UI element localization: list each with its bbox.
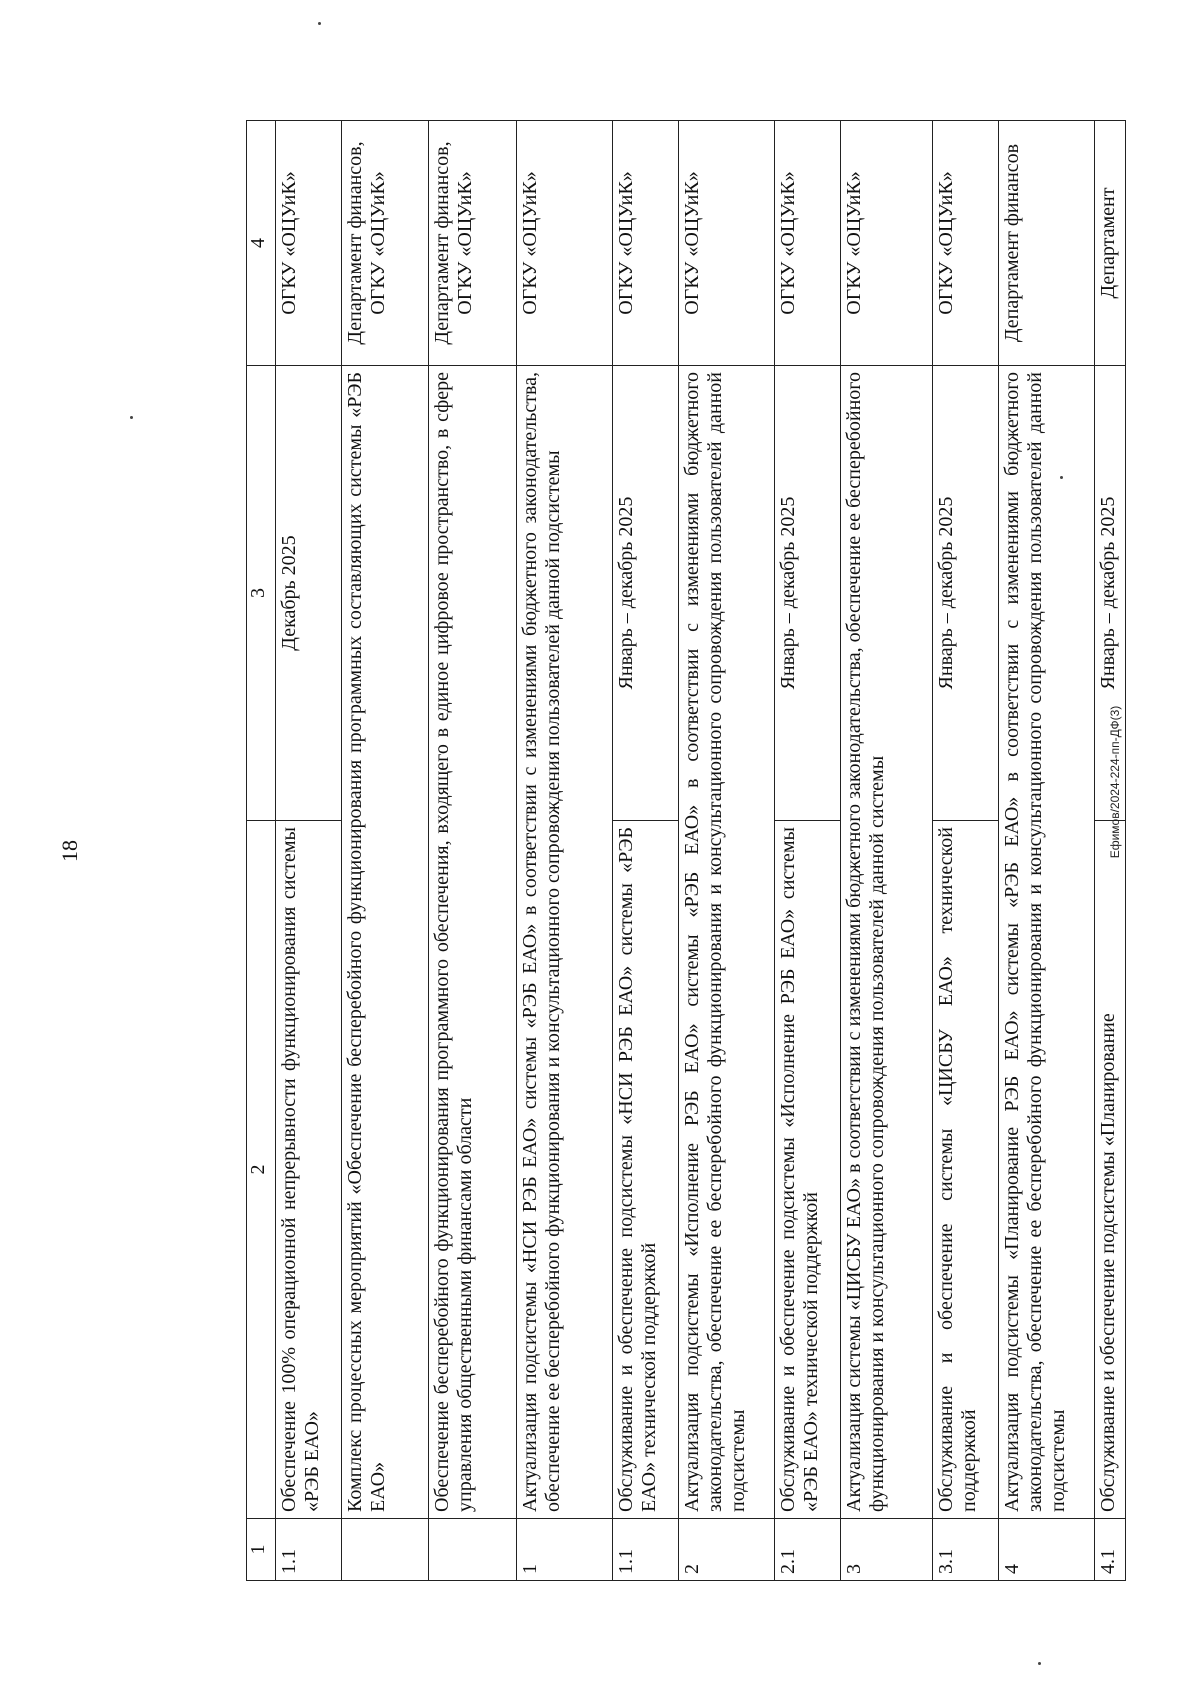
table-header-row (247, 121, 276, 1581)
activity-description: Обеспечение бесперебойного функционирования программного обеспечения, входящего в единое цифровое пространство, в сфере управления общественными финансами области (429, 366, 517, 1519)
responsible-executor: Департамент финансов, ОГКУ «ОЦУиК» (429, 121, 517, 366)
responsible-executor: ОГКУ «ОЦУиК» (933, 121, 999, 366)
row-number: 4 (998, 1519, 1094, 1581)
table-row (679, 121, 775, 1581)
row-number: 1 (516, 1519, 612, 1581)
document-code: Ефимов/2024-224-пп-ДФ(3) (1108, 705, 1122, 859)
activity-description: Обслуживание и обеспечение системы «ЦИСБУ ЕАО» технической поддержкой (933, 821, 999, 1519)
row-number: 2.1 (775, 1519, 841, 1581)
activity-description: Актуализация подсистемы «Исполнение РЭБ ЕАО» системы «РЭБ ЕАО» в соответствии с изменениями бюджетного законодательства, обеспечение ее бесперебойного функционирования и консультационного сопровождения пользователей данной подсистемы (679, 366, 775, 1519)
scan-speck (318, 22, 321, 25)
responsible-executor: Департамент (1095, 121, 1126, 366)
row-number: 2 (679, 1519, 775, 1581)
responsible-executor: ОГКУ «ОЦУиК» (679, 121, 775, 366)
deadline: Январь – декабрь 2025 (775, 366, 841, 821)
table-row (429, 121, 517, 1581)
row-number: 1.1 (613, 1519, 679, 1581)
column-header: 2 (247, 821, 276, 1519)
row-number: 1.1 (276, 1519, 342, 1581)
table-row (613, 121, 679, 1581)
table-row (516, 121, 612, 1581)
table-row (841, 121, 933, 1581)
activity-description: Обслуживание и обеспечение подсистемы «НСИ РЭБ ЕАО» системы «РЭБ ЕАО» технической поддержкой (613, 821, 679, 1519)
responsible-executor: Департамент финансов, ОГКУ «ОЦУиК» (341, 121, 429, 366)
responsible-executor: ОГКУ «ОЦУиК» (775, 121, 841, 366)
deadline: Январь – декабрь 2025 (613, 366, 679, 821)
column-header: 3 (247, 366, 276, 821)
table-row (775, 121, 841, 1581)
row-number (429, 1519, 517, 1581)
responsible-executor: ОГКУ «ОЦУиК» (613, 121, 679, 366)
activity-description: Обслуживание и обеспечение подсистемы «Планирование (1095, 821, 1126, 1519)
activity-description: Актуализация подсистемы «НСИ РЭБ ЕАО» системы «РЭБ ЕАО» в соответствии с изменениями бюджетного законодательства, обеспечение ее бесперебойного функционирования и консультационного сопровождения пользователей данной подсистемы (516, 366, 612, 1519)
table-row (276, 121, 342, 1581)
responsible-executor: ОГКУ «ОЦУиК» (276, 121, 342, 366)
responsible-executor: ОГКУ «ОЦУиК» (841, 121, 933, 366)
table-row (998, 121, 1094, 1581)
row-number: 3.1 (933, 1519, 999, 1581)
activity-description: Комплекс процессных мероприятий «Обеспечение бесперебойного функционирования программных составляющих системы «РЭБ ЕАО» (341, 366, 429, 1519)
column-header: 1 (247, 1519, 276, 1581)
row-number (341, 1519, 429, 1581)
table-row (1095, 121, 1126, 1581)
scan-speck (130, 416, 133, 419)
deadline: Январь – декабрь 2025 (933, 366, 999, 821)
column-header: 4 (247, 121, 276, 366)
page-number: 18 (57, 840, 82, 862)
activity-description: Актуализация подсистемы «Планирование РЭБ ЕАО» системы «РЭБ ЕАО» в соответствии с изменениями бюджетного законодательства, обеспечение ее бесперебойного функционирования и консультационного сопровождения пользователей данной подсистемы (998, 366, 1094, 1519)
plan-table-container (246, 121, 1126, 1581)
scan-speck (1038, 1662, 1041, 1665)
row-number: 4.1 (1095, 1519, 1126, 1581)
activity-description: Обслуживание и обеспечение подсистемы «Исполнение РЭБ ЕАО» системы «РЭБ ЕАО» технической поддержкой (775, 821, 841, 1519)
row-number: 3 (841, 1519, 933, 1581)
plan-table (246, 120, 1126, 1581)
responsible-executor: ОГКУ «ОЦУиК» (516, 121, 612, 366)
activity-description: Обеспечение 100% операционной непрерывности функционирования системы «РЭБ ЕАО» (276, 821, 342, 1519)
deadline: Декабрь 2025 (276, 366, 342, 821)
activity-description: Актуализация системы «ЦИСБУ ЕАО» в соответствии с изменениями бюджетного законодательства, обеспечение ее бесперебойного функционирования и консультационного сопровождения пользователей данной системы (841, 366, 933, 1519)
deadline: Январь – декабрь 2025 (1095, 366, 1126, 821)
responsible-executor: Департамент финансов (998, 121, 1094, 366)
table-row (933, 121, 999, 1581)
table-row (341, 121, 429, 1581)
